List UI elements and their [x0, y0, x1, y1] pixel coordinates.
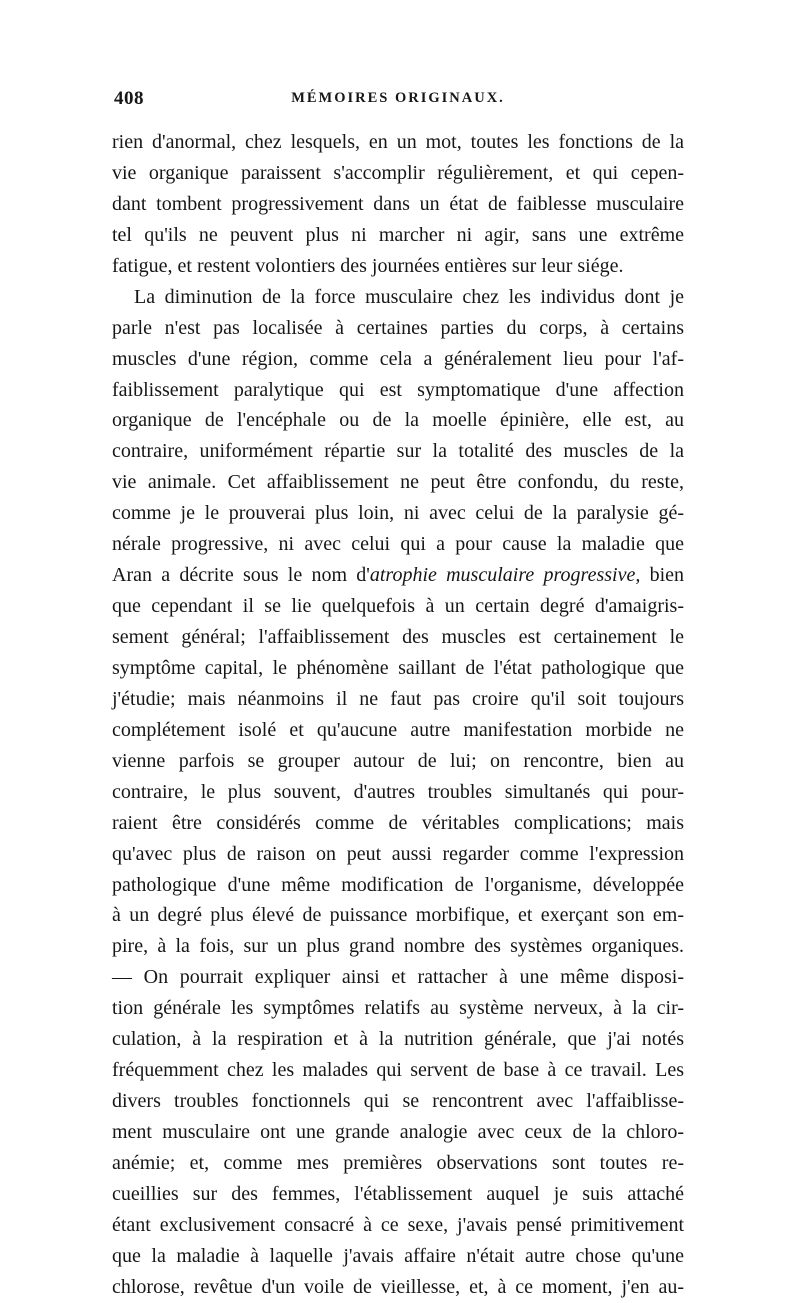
text-line: qu'avec plus de raison on peut aussi regarder comme l'expression [112, 842, 684, 865]
text-line: fréquemment chez les malades qui servent de base à ce travail. Les [112, 1059, 684, 1082]
text-line: muscles d'une région, comme cela a généralement lieu pour l'af- [112, 347, 684, 370]
text-line: comme je le prouverai plus loin, ni avec celui de la paralysie gé- [112, 502, 684, 525]
text-line: — On pourrait expliquer ainsi et rattacher à une même disposi- [112, 966, 684, 989]
text-line: cueillies sur des femmes, l'établissement auquel je suis attaché [112, 1182, 684, 1205]
text-line: nérale progressive, ni avec celui qui a pour cause la maladie que [112, 533, 684, 556]
text-line: contraire, uniformément répartie sur la totalité des muscles de la [112, 440, 684, 463]
aran-line-before: Aran a décrite sous le nom d' [112, 564, 370, 587]
text-line: raient être considérés comme de véritables complications; mais [112, 811, 684, 834]
body-text [112, 127, 684, 1303]
text-line: j'étudie; mais néanmoins il ne faut pas croire qu'il soit toujours [112, 687, 684, 710]
text-line: tion générale les symptômes relatifs au système nerveux, à la cir- [112, 997, 684, 1020]
text-line: chlorose, revêtue d'un voile de vieillesse, et, à ce moment, j'en au- [112, 1275, 684, 1298]
page-number: 408 [114, 88, 144, 109]
text-line: ment musculaire ont une grande analogie avec ceux de la chloro- [112, 1121, 684, 1143]
text-line: étant exclusivement consacré à ce sexe, j'avais pensé primitivement [112, 1213, 684, 1236]
text-line: tel qu'ils ne peuvent plus ni marcher ni agir, sans une extrême [112, 223, 684, 246]
text-line: faiblissement paralytique qui est symptomatique d'une affection [112, 378, 684, 401]
text-line: culation, à la respiration et à la nutrition générale, que j'ai notés [112, 1028, 684, 1051]
aran-line-after: bien [640, 564, 684, 587]
text-line: vienne parfois se grouper autour de lui; on rencontre, bien au [112, 749, 684, 772]
text-line: rien d'anormal, chez lesquels, en un mot, toutes les fonctions de la [112, 131, 684, 153]
text-line-aran [112, 560, 684, 591]
text-line: sement général; l'affaiblissement des muscles est certainement le [112, 626, 684, 648]
text-line: fatigue, et restent volontiers des journées entières sur leur siége. [112, 254, 624, 277]
text-line: à un degré plus élevé de puissance morbifique, et exerçant son em- [112, 904, 684, 927]
aran-line-italic: atrophie musculaire progressive, [369, 564, 641, 587]
text-line: La diminution de la force musculaire chez les individus dont je [134, 285, 684, 308]
text-line: pire, à la fois, sur un plus grand nombre des systèmes organiques. [112, 935, 684, 958]
text-line: que cependant il se lie quelquefois à un certain degré d'amaigris- [112, 595, 684, 618]
text-line: que la maladie à laquelle j'avais affaire n'était autre chose qu'une [112, 1244, 684, 1267]
text-line: pathologique d'une même modification de l'organisme, développée [112, 873, 684, 896]
text-line: symptôme capital, le phénomène saillant de l'état pathologique que [112, 656, 684, 679]
text-line: dant tombent progressivement dans un état de faiblesse musculaire [112, 192, 684, 215]
text-line: complétement isolé et qu'aucune autre manifestation morbide ne [112, 718, 684, 741]
text-line: vie organique paraissent s'accomplir régulièrement, et qui cepen- [112, 161, 684, 184]
text-line: organique de l'encéphale ou de la moelle épinière, elle est, au [112, 409, 684, 432]
text-line: vie animale. Cet affaiblissement ne peut être confondu, du reste, [112, 471, 684, 494]
page-header [112, 88, 684, 118]
running-title: MÉMOIRES ORIGINAUX. [291, 90, 505, 106]
text-line: divers troubles fonctionnels qui se rencontrent avec l'affaiblisse- [112, 1090, 684, 1113]
text-line: parle n'est pas localisée à certaines parties du corps, à certains [112, 316, 684, 339]
text-line: contraire, le plus souvent, d'autres troubles simultanés qui pour- [112, 780, 684, 803]
text-line: anémie; et, comme mes premières observations sont toutes re- [112, 1151, 684, 1174]
